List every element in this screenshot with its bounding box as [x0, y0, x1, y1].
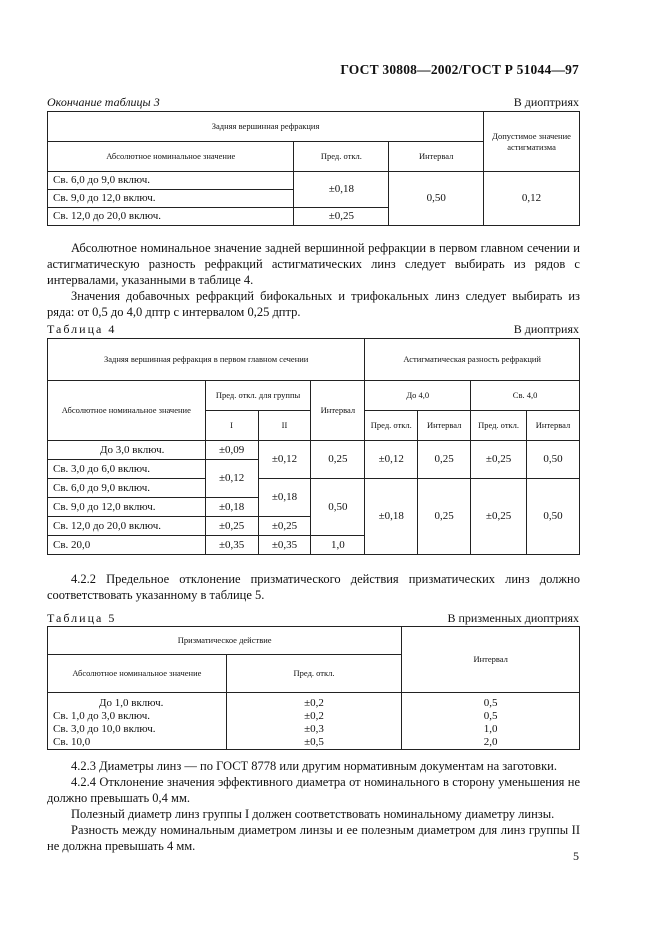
- table4-caption: Таблица 4: [47, 322, 117, 336]
- table3-units: В диоптриях: [513, 95, 579, 109]
- t4-g1: ±0,18: [205, 498, 258, 517]
- t4-header-dev: Пред. откл.: [471, 411, 527, 441]
- t4-interval: 1,0: [311, 536, 365, 555]
- t4-a-dev2: ±0,25: [471, 441, 527, 479]
- t4-header-g2: II: [258, 411, 311, 441]
- t4-header-upto4: До 4,0: [365, 381, 471, 411]
- table4-units: В диоптриях: [513, 322, 579, 336]
- t5-header-main: Призматическое действие: [48, 627, 402, 655]
- t3-header-main: Задняя вершинная рефракция: [48, 112, 484, 142]
- t4-a-dev1: ±0,18: [365, 479, 418, 555]
- t4-header-dev-group: Пред. откл. для группы: [205, 381, 311, 411]
- text-block-2: [47, 571, 580, 603]
- t4-a-dev2: ±0,25: [471, 479, 527, 555]
- t4-row-label: Св. 6,0 до 9,0 включ.: [48, 479, 206, 498]
- t5-row-label: До 1,0 включ.: [99, 697, 164, 709]
- table4: [47, 338, 580, 555]
- paragraph: 4.2.2 Предельное отклонение призматического действия призматических линз должно соответствовать указанному в таблице 5.: [47, 572, 580, 602]
- t3-header-dev: Пред. откл.: [294, 142, 389, 172]
- paragraph: Значения добавочных рефракций бифокальных и трифокальных линз следует выбирать из ряда: от 0,5 до 4,0 дптр с интервалом 0,25 дптр.: [47, 289, 580, 319]
- page-number: 5: [573, 849, 579, 863]
- t3-row-label: Св. 6,0 до 9,0 включ.: [48, 172, 294, 190]
- t4-header-int2: Интервал: [527, 411, 580, 441]
- t5-row-label: Св. 10,0: [53, 736, 91, 748]
- table5-caption: Таблица 5: [47, 611, 117, 625]
- paragraph: 4.2.4 Отклонение значения эффективного диаметра от номинального в сторону уменьшения не должно превышать 0,4 мм.: [47, 775, 580, 805]
- t4-interval: 0,50: [311, 479, 365, 536]
- t5-dev-cell: [226, 693, 402, 750]
- t5-int: 1,0: [483, 723, 498, 735]
- t4-a-int1: 0,25: [418, 479, 471, 555]
- text-block-1: [47, 240, 580, 320]
- t4-g2: ±0,35: [258, 536, 311, 555]
- t3-row-label: Св. 12,0 до 20,0 включ.: [48, 208, 294, 226]
- t4-a-dev1: ±0,12: [365, 441, 418, 479]
- t4-g2: ±0,12: [258, 441, 311, 479]
- t3-header-abs: Абсолютное номинальное значение: [48, 142, 294, 172]
- t5-header-int: Интервал: [402, 627, 580, 693]
- t5-dev: ±0,2: [304, 710, 324, 722]
- t4-row-label: До 3,0 включ.: [48, 441, 206, 460]
- t4-header-int2: Интервал: [418, 411, 471, 441]
- t4-interval: 0,25: [311, 441, 365, 479]
- paragraph: Разность между номинальным диаметром линзы и ее полезным диаметром для линз группы II не должна превышать 4 мм.: [47, 823, 580, 853]
- t4-a-int2: 0,50: [527, 479, 580, 555]
- t3-header-int: Интервал: [389, 142, 484, 172]
- t3-dev: ±0,18: [294, 172, 389, 208]
- table3: [47, 111, 580, 226]
- t5-dev: ±0,2: [304, 697, 324, 709]
- table5-units: В призменных диоптриях: [447, 611, 579, 625]
- text-block-3: [47, 758, 580, 854]
- table5: [47, 626, 580, 750]
- t4-g2: ±0,25: [258, 517, 311, 536]
- paragraph: 4.2.3 Диаметры линз — по ГОСТ 8778 или другим нормативным документам на заготовки.: [71, 759, 557, 773]
- t4-header-dev: Пред. откл.: [365, 411, 418, 441]
- t5-labels-cell: [48, 693, 227, 750]
- t4-header-over4: Св. 4,0: [471, 381, 580, 411]
- paragraph: Полезный диаметр линз группы I должен соответствовать номинальному диаметру линзы.: [71, 807, 555, 821]
- paragraph: Абсолютное номинальное значение задней вершинной рефракции в первом главном сечении и астигматическую разность рефракций астигматических линз следует выбирать из рядов с интервалами, указанными в таблице 4.: [47, 241, 580, 287]
- t5-int-cell: [402, 693, 580, 750]
- t5-row-label: Св. 3,0 до 10,0 включ.: [53, 723, 156, 735]
- t4-header-astig: Астигматическая разность рефракций: [365, 339, 580, 381]
- t5-int: 0,5: [483, 697, 498, 709]
- t4-g1: ±0,25: [205, 517, 258, 536]
- t5-dev: ±0,3: [304, 723, 324, 735]
- t3-header-astig: Допустимое значение астигматизма: [484, 112, 580, 172]
- t5-header-dev: Пред. откл.: [226, 655, 402, 693]
- t4-g1: ±0,35: [205, 536, 258, 555]
- t3-dev: ±0,25: [294, 208, 389, 226]
- t4-a-int1: 0,25: [418, 441, 471, 479]
- t4-g1: ±0,12: [205, 460, 258, 498]
- t5-int: 0,5: [483, 710, 498, 722]
- t5-header-abs: Абсолютное номинальное значение: [48, 655, 227, 693]
- t4-header-main: Задняя вершинная рефракция в первом главном сечении: [48, 339, 365, 381]
- t4-header-abs: Абсолютное номинальное значение: [48, 381, 206, 441]
- t4-header-int: Интервал: [311, 381, 365, 441]
- t4-row-label: Св. 3,0 до 6,0 включ.: [48, 460, 206, 479]
- t5-row-label: Св. 1,0 до 3,0 включ.: [53, 710, 150, 722]
- t4-header-g1: I: [205, 411, 258, 441]
- t4-row-label: Св. 20,0: [48, 536, 206, 555]
- t5-dev: ±0,5: [304, 736, 324, 748]
- t3-interval: 0,50: [389, 172, 484, 226]
- t4-row-label: Св. 12,0 до 20,0 включ.: [48, 517, 206, 536]
- t4-row-label: Св. 9,0 до 12,0 включ.: [48, 498, 206, 517]
- t5-int: 2,0: [483, 736, 498, 748]
- table3-caption: Окончание таблицы 3: [47, 95, 160, 109]
- document-header: ГОСТ 30808—2002/ГОСТ Р 51044—97: [340, 62, 579, 77]
- t4-g2: ±0,18: [258, 479, 311, 517]
- t4-a-int2: 0,50: [527, 441, 580, 479]
- t3-row-label: Св. 9,0 до 12,0 включ.: [48, 190, 294, 208]
- t4-g1: ±0,09: [205, 441, 258, 460]
- t3-astig: 0,12: [484, 172, 580, 226]
